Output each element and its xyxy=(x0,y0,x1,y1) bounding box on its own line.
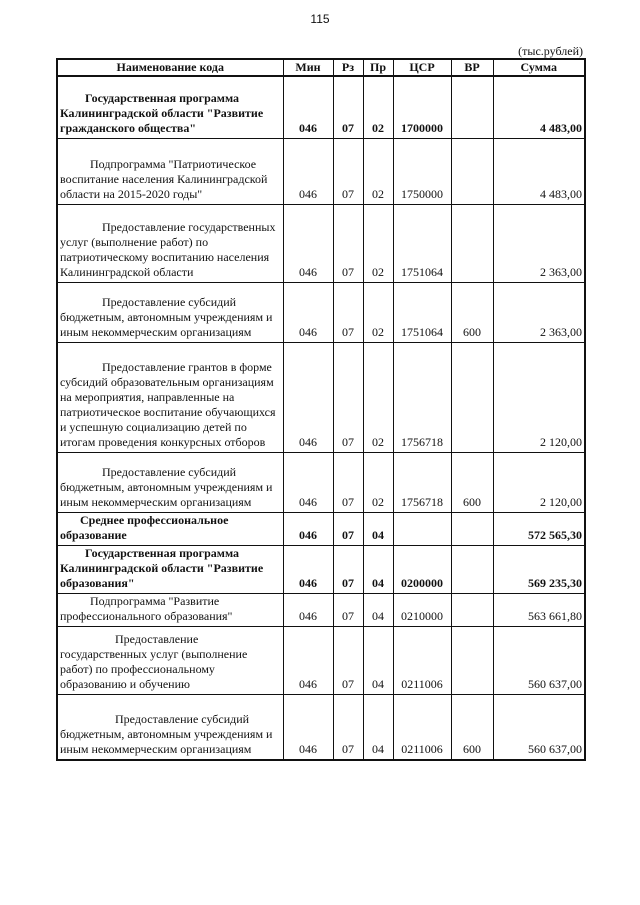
cell-pr: 02 xyxy=(363,76,393,138)
cell-min: 046 xyxy=(283,138,333,204)
header-min: Мин xyxy=(283,59,333,76)
cell-name: Предоставление субсидий бюджетным, автономным учреждениям и иным некоммерческим организациям xyxy=(57,452,283,512)
cell-pr: 04 xyxy=(363,512,393,545)
cell-sum: 2 120,00 xyxy=(493,452,585,512)
cell-min: 046 xyxy=(283,545,333,593)
table-header-row xyxy=(57,59,585,76)
page-number: 115 xyxy=(310,12,330,26)
cell-csr: 1751064 xyxy=(393,282,451,342)
table-row xyxy=(57,204,585,282)
header-rz: Рз xyxy=(333,59,363,76)
cell-name: Предоставление государственных услуг (выполнение работ) по профессиональному образованию и обучению xyxy=(57,626,283,694)
cell-csr: 1756718 xyxy=(393,452,451,512)
cell-name: Предоставление грантов в форме субсидий образовательным организациям на мероприятия, направленные на патриотическое воспитание обучающихся и успешную социализацию детей по итогам проведения конкурсных отборов xyxy=(57,342,283,452)
header-pr: Пр xyxy=(363,59,393,76)
cell-vr xyxy=(451,76,493,138)
cell-sum: 4 483,00 xyxy=(493,138,585,204)
cell-min: 046 xyxy=(283,452,333,512)
cell-csr: 0211006 xyxy=(393,626,451,694)
cell-pr: 04 xyxy=(363,694,393,760)
cell-csr: 1700000 xyxy=(393,76,451,138)
cell-pr: 02 xyxy=(363,204,393,282)
cell-vr xyxy=(451,593,493,626)
header-sum: Сумма xyxy=(493,59,585,76)
cell-rz: 07 xyxy=(333,593,363,626)
budget-table xyxy=(56,58,586,761)
cell-min: 046 xyxy=(283,204,333,282)
cell-csr: 0211006 xyxy=(393,694,451,760)
cell-vr xyxy=(451,545,493,593)
cell-sum: 4 483,00 xyxy=(493,76,585,138)
cell-rz: 07 xyxy=(333,204,363,282)
cell-rz: 07 xyxy=(333,342,363,452)
cell-name: Предоставление государственных услуг (выполнение работ) по патриотическому воспитанию населения Калининградской области xyxy=(57,204,283,282)
cell-rz: 07 xyxy=(333,545,363,593)
cell-min: 046 xyxy=(283,694,333,760)
cell-vr: 600 xyxy=(451,282,493,342)
cell-rz: 07 xyxy=(333,626,363,694)
cell-name: Среднее профессиональное образование xyxy=(57,512,283,545)
cell-csr: 1751064 xyxy=(393,204,451,282)
cell-name: Государственная программа Калининградской области "Развитие гражданского общества" xyxy=(57,76,283,138)
table-row xyxy=(57,342,585,452)
cell-rz: 07 xyxy=(333,512,363,545)
cell-sum: 2 363,00 xyxy=(493,204,585,282)
cell-pr: 02 xyxy=(363,342,393,452)
cell-name: Подпрограмма "Патриотическое воспитание населения Калининградской области на 2015-2020 годы" xyxy=(57,138,283,204)
table-row xyxy=(57,282,585,342)
header-vr: ВР xyxy=(451,59,493,76)
header-name: Наименование кода xyxy=(57,59,283,76)
header-csr: ЦСР xyxy=(393,59,451,76)
cell-rz: 07 xyxy=(333,452,363,512)
table-row xyxy=(57,76,585,138)
cell-vr xyxy=(451,342,493,452)
cell-rz: 07 xyxy=(333,138,363,204)
cell-csr: 1756718 xyxy=(393,342,451,452)
cell-sum: 560 637,00 xyxy=(493,626,585,694)
cell-csr xyxy=(393,512,451,545)
cell-pr: 02 xyxy=(363,138,393,204)
cell-vr xyxy=(451,138,493,204)
cell-min: 046 xyxy=(283,626,333,694)
unit-label: (тыс.рублей) xyxy=(518,44,583,58)
table-row xyxy=(57,694,585,760)
cell-name: Государственная программа Калининградской области "Развитие образования" xyxy=(57,545,283,593)
table-row xyxy=(57,626,585,694)
cell-min: 046 xyxy=(283,282,333,342)
cell-sum: 560 637,00 xyxy=(493,694,585,760)
cell-pr: 02 xyxy=(363,452,393,512)
table-row xyxy=(57,512,585,545)
cell-name: Предоставление субсидий бюджетным, автономным учреждениям и иным некоммерческим организациям xyxy=(57,282,283,342)
cell-name: Предоставление субсидий бюджетным, автономным учреждениям и иным некоммерческим организациям xyxy=(57,694,283,760)
cell-rz: 07 xyxy=(333,76,363,138)
cell-sum: 2 120,00 xyxy=(493,342,585,452)
cell-csr: 1750000 xyxy=(393,138,451,204)
cell-name: Подпрограмма "Развитие профессионального образования" xyxy=(57,593,283,626)
cell-vr: 600 xyxy=(451,694,493,760)
cell-min: 046 xyxy=(283,342,333,452)
table-row xyxy=(57,452,585,512)
cell-sum: 569 235,30 xyxy=(493,545,585,593)
cell-min: 046 xyxy=(283,76,333,138)
table-row xyxy=(57,545,585,593)
cell-rz: 07 xyxy=(333,282,363,342)
cell-pr: 02 xyxy=(363,282,393,342)
cell-min: 046 xyxy=(283,512,333,545)
cell-vr xyxy=(451,512,493,545)
cell-sum: 572 565,30 xyxy=(493,512,585,545)
cell-vr: 600 xyxy=(451,452,493,512)
cell-pr: 04 xyxy=(363,545,393,593)
cell-sum: 2 363,00 xyxy=(493,282,585,342)
cell-csr: 0210000 xyxy=(393,593,451,626)
cell-rz: 07 xyxy=(333,694,363,760)
cell-vr xyxy=(451,626,493,694)
cell-pr: 04 xyxy=(363,626,393,694)
table-row xyxy=(57,593,585,626)
cell-sum: 563 661,80 xyxy=(493,593,585,626)
cell-pr: 04 xyxy=(363,593,393,626)
cell-csr: 0200000 xyxy=(393,545,451,593)
table-row xyxy=(57,138,585,204)
cell-vr xyxy=(451,204,493,282)
cell-min: 046 xyxy=(283,593,333,626)
